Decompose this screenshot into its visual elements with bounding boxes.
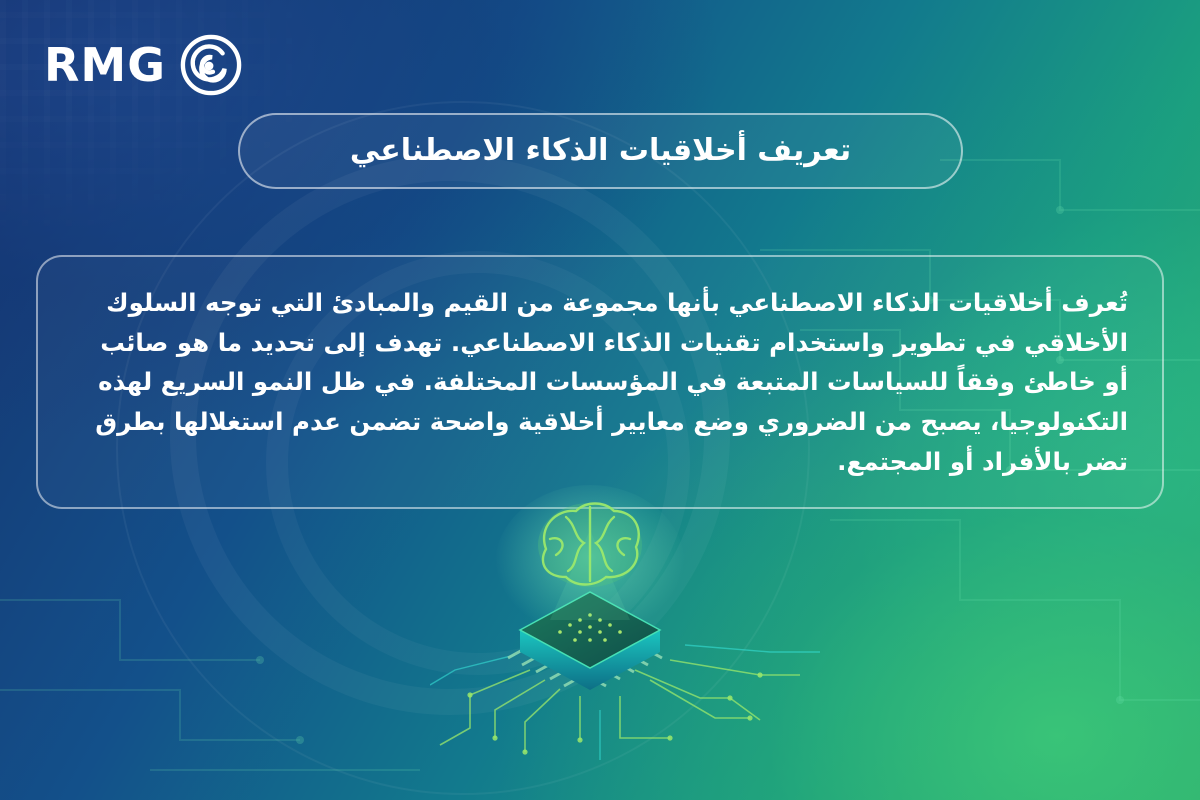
brain-icon xyxy=(538,503,642,587)
body-card xyxy=(36,255,1164,509)
title-container xyxy=(238,113,963,189)
rmg-spiral-logo-icon xyxy=(180,34,242,96)
body-paragraph: تُعرف أخلاقيات الذكاء الاصطناعي بأنها مجموعة من القيم والمبادئ التي توجه السلوك الأخلاقي في تطوير واستخدام تقنيات الذكاء الاصطناعي. تهدف إلى تحديد ما هو صائب أو خاطئ وفقاً للسياسات المتبعة في المؤسسات المختلفة. في ظل النمو السريع لهذه التكنولوجيا، يصبح من الضروري وضع معايير أخلاقية واضحة تضمن عدم استغلالها بطرق تضر بالأفراد أو المجتمع. xyxy=(95,288,1128,476)
brand-logo[interactable] xyxy=(44,34,242,96)
brand-name: RMG xyxy=(44,38,166,92)
processor-chip-icon xyxy=(508,530,662,690)
ai-chip-brain-illustration xyxy=(430,470,820,760)
page-title: تعريف أخلاقيات الذكاء الاصطناعي xyxy=(349,133,852,168)
